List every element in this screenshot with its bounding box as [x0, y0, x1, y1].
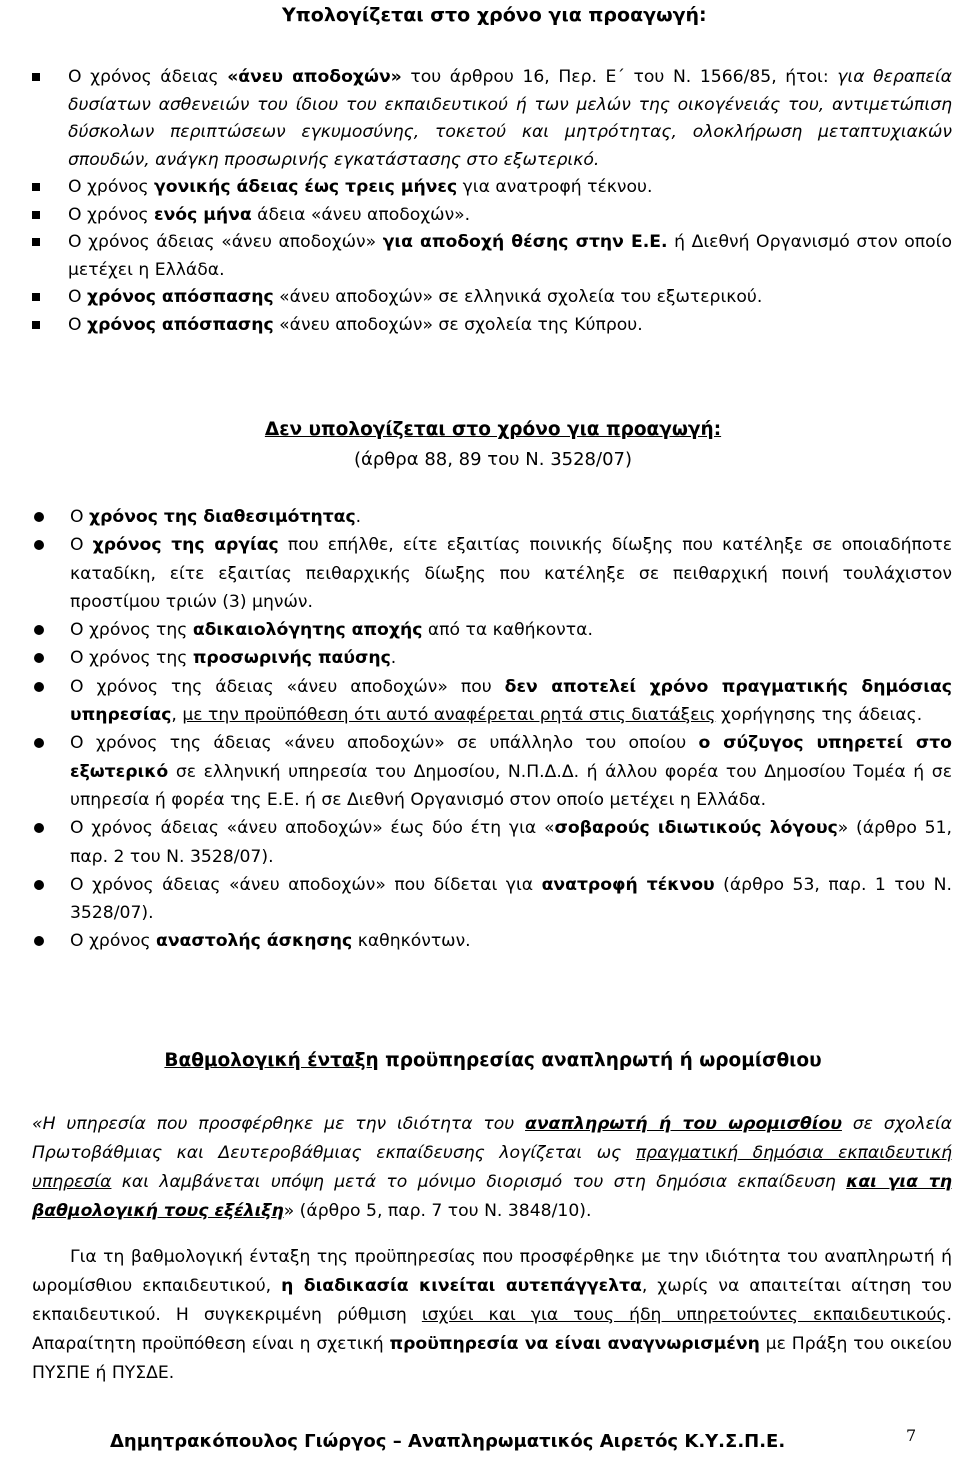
list-item	[32, 814, 952, 871]
text-run: ανατροφή τέκνου	[541, 874, 715, 895]
law-quote	[32, 1110, 952, 1226]
text-run: Ο χρόνος	[68, 177, 155, 197]
list-item	[32, 174, 952, 202]
text-run: προσωρινής παύσης	[192, 648, 391, 669]
text-run: Ο	[68, 314, 87, 335]
text-run: αναπληρωτή ή του ωρομισθίου	[525, 1114, 842, 1134]
text-run: , χωρίς να απαιτείται αίτηση του εκπαιδευτικού. Η συγκεκριμένη ρύθμιση	[32, 1276, 952, 1325]
counted-time-list	[32, 64, 952, 339]
round-bullet-icon	[34, 512, 44, 522]
text-run: Ο χρόνος άδειας «άνευ αποδοχών» έως δύο έτη για «	[70, 818, 555, 839]
text-run: χρόνος της αργίας	[92, 535, 279, 556]
list-item	[32, 202, 952, 230]
list-item	[32, 673, 952, 730]
text-run: με την προϋπόθεση ότι αυτό αναφέρεται ρητά στις διατάξεις	[182, 705, 716, 726]
round-bullet-icon	[34, 823, 44, 833]
text-run: του άρθρου 16, Περ. Ε΄ του Ν. 1566/85, ήτοι:	[401, 67, 838, 87]
list-item	[32, 927, 952, 955]
section-title-counted: Υπολογίζεται στο χρόνο για προαγωγή:	[282, 4, 707, 26]
text-run: και για τη βαθμολογική τους εξέλιξη	[32, 1172, 952, 1221]
round-bullet-icon	[34, 653, 44, 663]
section-subtitle-not-counted: (άρθρα 88, 89 του Ν. 3528/07)	[353, 449, 632, 470]
text-run: σοβαρούς ιδιωτικούς λόγους	[554, 818, 838, 839]
text-run: χορήγησης της άδειας.	[715, 705, 923, 726]
text-run: σε ελληνική υπηρεσία του Δημοσίου, Ν.Π.Δ.Δ. ή άλλου φορέα του Δημοσίου Τομέα ή σε υπηρεσία ή φορέα της Ε.Ε. ή σε Διεθνή Οργανισμό στον οποίο μετέχει η Ελλάδα.	[70, 761, 952, 810]
text-run: » (άρθρο 51, παρ. 2 του Ν. 3528/07).	[70, 818, 952, 867]
list-item-text	[70, 733, 952, 810]
square-bullet-icon	[32, 73, 40, 81]
text-run: προϋπηρεσία να είναι αναγνωρισμένη	[389, 1334, 760, 1354]
text-run: για αποδοχή θέσης στην Ε.Ε.	[382, 232, 668, 252]
section-title-underlined: Βαθμολογική ένταξη	[164, 1050, 379, 1071]
not-counted-time-list	[32, 503, 952, 956]
text-run: «άνευ αποδοχών»	[227, 67, 402, 87]
text-run: ο σύζυγος υπηρετεί στο εξωτερικό	[70, 733, 952, 782]
text-run: η διαδικασία κινείται αυτεπάγγελτα	[281, 1276, 642, 1296]
round-bullet-icon	[34, 625, 44, 635]
text-run: γονικής άδειας έως τρεις μήνες	[154, 177, 458, 197]
list-item-text	[68, 205, 470, 225]
list-item-text	[70, 818, 952, 866]
round-bullet-icon	[34, 738, 44, 748]
square-bullet-icon	[32, 293, 40, 301]
text-run: για ανατροφή τέκνου.	[457, 177, 653, 197]
text-run: ενός μήνα	[154, 204, 252, 225]
list-item	[32, 503, 952, 531]
square-bullet-icon	[32, 238, 40, 246]
text-run: Ο	[70, 535, 93, 556]
list-item-text	[68, 315, 643, 335]
text-run: Ο χρόνος της	[70, 648, 193, 669]
text-run: χρόνος απόσπασης	[87, 314, 274, 335]
section-title-grade-placement	[32, 1047, 954, 1074]
list-item	[32, 729, 952, 814]
text-run: ή Διεθνή Οργανισμό στον οποίο μετέχει η Ελλάδα.	[68, 232, 952, 280]
list-item-text	[70, 931, 471, 951]
text-run: άδεια «άνευ αποδοχών».	[251, 204, 471, 225]
round-bullet-icon	[34, 936, 44, 946]
text-run: Ο χρόνος	[68, 204, 155, 225]
list-item-text	[68, 287, 762, 307]
list-item	[32, 64, 952, 174]
list-item-text	[70, 875, 952, 923]
text-run: Ο χρόνος της άδειας «άνευ αποδοχών» σε υπάλληλο του οποίου	[70, 733, 699, 754]
body-paragraph	[32, 1243, 952, 1388]
round-bullet-icon	[34, 682, 44, 692]
text-run: » (άρθρο 5, παρ. 7 του Ν. 3848/10).	[283, 1201, 592, 1221]
list-item	[32, 312, 952, 340]
section-title-not-counted: Δεν υπολογίζεται στο χρόνο για προαγωγή:	[264, 419, 722, 440]
text-run: Ο χρόνος άδειας «άνευ αποδοχών» που δίδεται για	[70, 874, 542, 895]
list-item	[32, 616, 952, 644]
text-run: «άνευ αποδοχών» σε σχολεία της Κύπρου.	[273, 314, 643, 335]
text-run: σε σχολεία Πρωτοβάθμιας και Δευτεροβάθμιας εκπαίδευσης λογίζεται ως	[32, 1114, 953, 1163]
square-bullet-icon	[32, 321, 40, 329]
section-title-rest: προϋπηρεσίας αναπληρωτή ή ωρομίσθιου	[378, 1050, 822, 1071]
text-run: Ο χρόνος άδειας «άνευ αποδοχών»	[68, 232, 383, 252]
text-run: με Πράξη του οικείου ΠΥΣΠΕ ή ΠΥΣΔΕ.	[32, 1334, 952, 1383]
text-run: . Απαραίτητη προϋπόθεση είναι η σχετική	[32, 1305, 952, 1354]
text-run: «άνευ αποδοχών» σε ελληνικά σχολεία του εξωτερικού.	[273, 287, 763, 307]
text-run: δεν αποτελεί χρόνο πραγματικής δημόσιας υπηρεσίας	[70, 676, 952, 726]
text-run: ,	[171, 705, 183, 726]
square-bullet-icon	[32, 211, 40, 219]
text-run: χρόνος απόσπασης	[87, 287, 274, 307]
text-run: Ο χρόνος άδειας	[68, 67, 228, 87]
list-item	[32, 284, 952, 312]
round-bullet-icon	[34, 540, 44, 550]
list-item-text	[70, 648, 396, 668]
text-run: (άρθρο 53, παρ. 1 του Ν. 3528/07).	[70, 874, 952, 924]
text-run: και λαμβάνεται υπόψη μετά το μόνιμο διορισμό του στη δημόσια εκπαίδευση	[111, 1172, 847, 1192]
text-run: για θεραπεία δυσίατων ασθενειών του ίδιου του εκπαιδευτικού ή των μελών της οικογένειάς του, αντιμετώπιση δύσκολων περιπτώσεων εγκυμοσύνης, τοκετού και μητρότητας, ολοκλήρωση μεταπτυχιακών σπουδών, ανάγκη προσωρινής εγκατάστασης στο εξωτερικό.	[68, 67, 952, 170]
list-item-text	[68, 67, 952, 170]
text-run: Ο χρόνος	[70, 931, 157, 952]
text-run: Ο χρόνος της άδειας «άνευ αποδοχών» που	[70, 676, 505, 697]
text-run: που επήλθε, είτε εξαιτίας ποινικής δίωξης που κατέληξε σε οποιαδήποτε καταδίκη, είτε εξαιτίας πειθαρχικής δίωξης που κατέληξε σε πειθαρχική ποινή τουλάχιστον προστίμου τριών (3) μηνών.	[70, 535, 953, 612]
text-run: Ο	[70, 507, 89, 527]
text-run: χρόνος της διαθεσιμότητας	[89, 507, 356, 527]
list-item-text	[70, 507, 361, 527]
text-run: αναστολής άσκησης	[156, 931, 353, 952]
list-item-text	[68, 177, 652, 197]
text-run: .	[390, 648, 397, 669]
text-run: αδικαιολόγητης αποχής	[192, 620, 423, 641]
text-run: .	[355, 507, 362, 527]
text-run: ισχύει και για τους ήδη υπηρετούντες εκπαιδευτικούς	[421, 1305, 947, 1325]
text-run: Ο	[68, 287, 87, 307]
text-run: πραγματική δημόσια εκπαιδευτική υπηρεσία	[32, 1143, 952, 1192]
text-run: από τα καθήκοντα.	[422, 620, 593, 641]
list-item	[32, 531, 952, 616]
list-item-text	[70, 535, 952, 612]
list-item	[32, 871, 952, 928]
page-number: 7	[906, 1426, 917, 1445]
text-run: Ο χρόνος της	[70, 620, 193, 641]
list-item	[32, 229, 952, 284]
text-run: Για τη βαθμολογική ένταξη της προϋπηρεσίας που προσφέρθηκε με την ιδιότητα του αναπληρωτή ή ωρομίσθιου εκπαιδευτικού,	[32, 1247, 952, 1296]
text-run: καθηκόντων.	[352, 931, 471, 952]
footer-author: Δημητρακόπουλος Γιώργος – Αναπληρωματικός Αιρετός Κ.Υ.Σ.Π.Ε.	[110, 1431, 786, 1452]
list-item-text	[68, 232, 952, 280]
text-run: «Η υπηρεσία που προσφέρθηκε με την ιδιότητα του	[32, 1114, 526, 1134]
list-item	[32, 644, 952, 672]
list-item-text	[70, 620, 593, 640]
round-bullet-icon	[34, 880, 44, 890]
square-bullet-icon	[32, 183, 40, 191]
list-item-text	[70, 677, 952, 725]
